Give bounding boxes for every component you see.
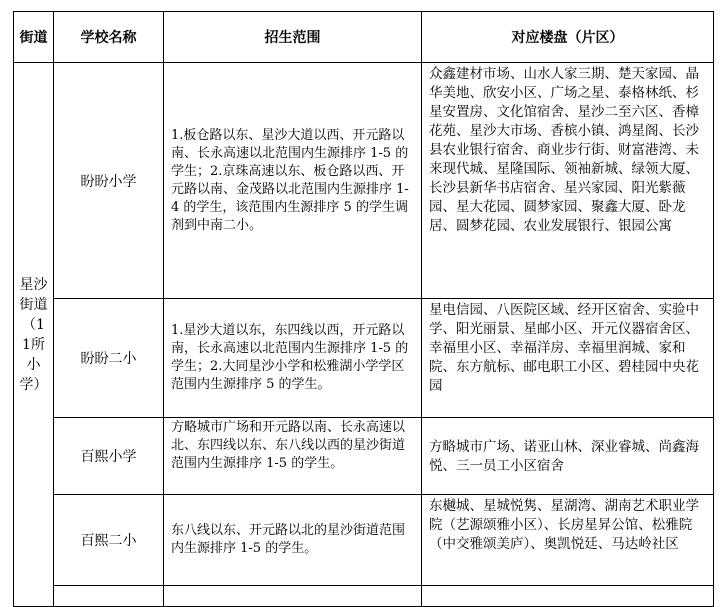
enrollment-range: 方略城市广场和开元路以南、长永高速以北、东四线以东、东八线以西的星沙街道范围内生源排序 1-5 的学生。 <box>171 420 406 471</box>
table-row <box>14 299 714 418</box>
estates-cell <box>422 495 714 586</box>
enrollment-range-cell <box>164 495 422 586</box>
empty-cell <box>54 586 164 607</box>
enrollment-table <box>13 11 714 607</box>
enrollment-range: 1.板仓路以东、星沙大道以西、开元路以南、长永高速以北范围内生源排序 1-5 的学生；2.京珠高速以东、板仓路以西、开元路以南、金茂路以北范围内生源排序 1-4 的学生，该范围内生源排序 5 的学生调剂到中南二小。 <box>171 127 409 233</box>
school-name: 百熙小学 <box>54 418 164 495</box>
table-row-partial <box>14 586 714 607</box>
enrollment-range-cell <box>164 418 422 495</box>
estates-cell <box>422 299 714 418</box>
street-name: 星沙街道（11所小学） <box>19 276 48 393</box>
enrollment-range: 东八线以东、开元路以北的星沙街道范围内生源排序 1-5 的学生。 <box>171 523 406 556</box>
estates: 东樾城、星城悦隽、星湖湾、湖南艺术职业学院（艺源颂雅小区）、长房星昇公馆、松雅院（中交雅颂美庐）、奥凯悦廷、马达岭社区 <box>429 498 699 552</box>
enrollment-range-cell <box>164 299 422 418</box>
estates-cell <box>422 418 714 495</box>
estates: 方略城市广场、诺亚山林、深业睿城、尚鑫海悦、三一员工小区宿舍 <box>429 439 699 474</box>
empty-cell <box>164 586 422 607</box>
school-name: 百熙二小 <box>54 495 164 586</box>
empty-cell <box>422 586 714 607</box>
header-row <box>14 12 714 63</box>
header-school-name: 学校名称 <box>54 12 164 63</box>
table-row <box>14 495 714 586</box>
enrollment-range: 1.星沙大道以东，东四线以西，开元路以南，长永高速以北范围内生源排序 1-5 的学生；2.大同星沙小学和松雅湖小学学区范围内生源排序 5 的学生。 <box>171 323 409 392</box>
table-row <box>14 63 714 299</box>
estates: 星电信园、八医院区域、经开区宿舍、实验中学、阳光丽景、星邮小区、开元仪器宿舍区、幸福里小区、幸福洋房、幸福里润城、家和院、东方航标、邮电职工小区、碧桂园中央花园 <box>429 302 699 394</box>
header-range: 招生范围 <box>164 12 422 63</box>
school-name: 盼盼二小 <box>54 299 164 418</box>
school-name: 盼盼小学 <box>54 63 164 299</box>
street-cell <box>14 63 54 607</box>
estates-cell <box>422 63 714 299</box>
header-estates: 对应楼盘（片区） <box>422 12 714 63</box>
enrollment-range-cell <box>164 63 422 299</box>
estates: 众鑫建材市场、山水人家三期、楚天家园、晶华美地、欣安小区、广场之星、泰格林纸、杉星安置房、文化馆宿舍、星沙二至六区、香樟花苑、星沙大市场、香槟小镇、鸿星阁、长沙县农业银行宿舍、商业步行街、财富港湾、未来现代城、星隆国际、领袖新城、绿领大厦、长沙县新华书店宿舍、星兴家园、阳光紫薇园、星大花园、圆梦家园、聚鑫大厦、卧龙居、圆梦花园、农业发展银行、银园公寓 <box>429 66 699 234</box>
header-street: 街道 <box>14 12 54 63</box>
table-row <box>14 418 714 495</box>
